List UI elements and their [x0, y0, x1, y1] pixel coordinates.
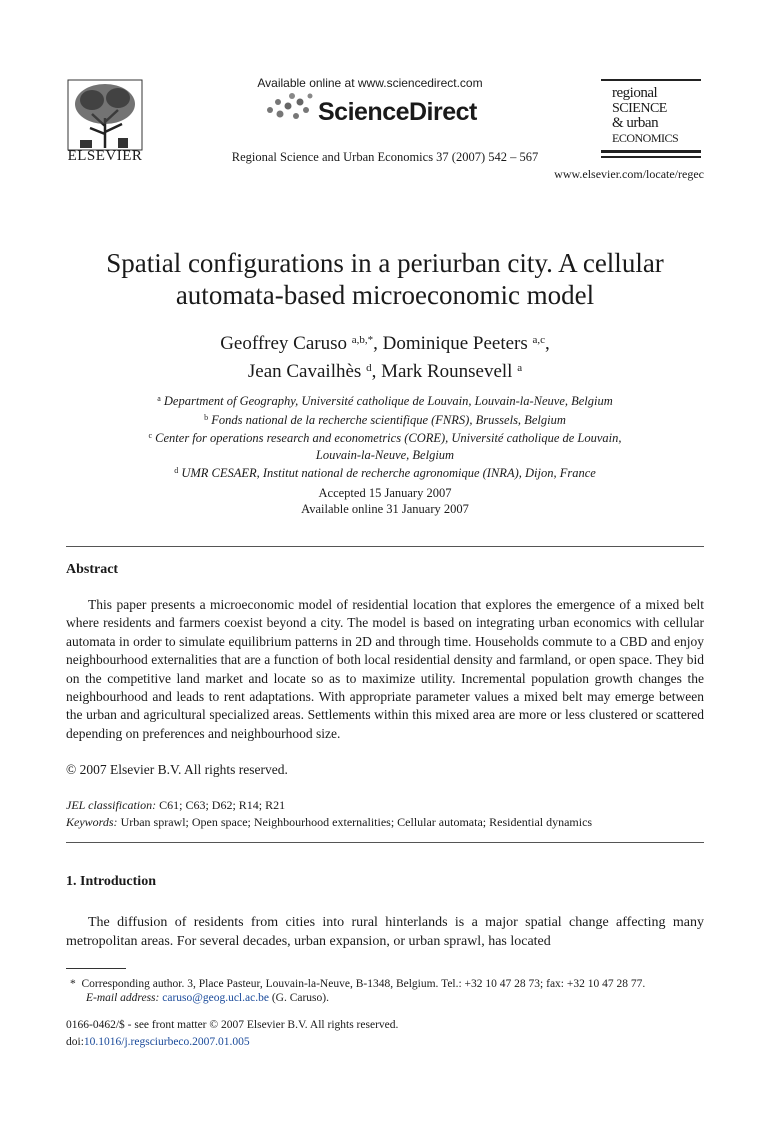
footnote-email — [86, 992, 329, 1004]
accepted-date: Accepted 15 January 2007 — [318, 486, 452, 500]
paper-title — [60, 247, 710, 311]
issn-line: 0166-0462/$ - see front matter © 2007 Elsevier B.V. All rights reserved. — [66, 1019, 399, 1031]
author-name: Geoffrey Caruso — [220, 333, 348, 354]
affiliation-text: Department of Geography, Université catholique de Louvain, Louvain-la-Neuve, Belgium — [163, 394, 613, 408]
journal-logo-rule-bottom — [601, 150, 701, 153]
publisher-name: ELSEVIER — [67, 148, 143, 164]
author-affil-marker: a — [517, 362, 523, 374]
affiliation-item — [60, 391, 710, 410]
abstract-heading: Abstract — [66, 562, 119, 577]
author-list — [60, 328, 710, 384]
jel-value: C61; C63; D62; R14; R21 — [159, 798, 286, 812]
affiliation-item — [60, 447, 710, 464]
author-name: Mark Rounsevell — [381, 361, 513, 382]
author-affil-marker: a,c — [532, 334, 546, 346]
keywords — [66, 815, 592, 830]
divider-top — [66, 546, 704, 547]
journal-url[interactable]: www.elsevier.com/locate/regec — [554, 167, 704, 181]
doi-link[interactable]: 10.1016/j.regsciurbeco.2007.01.005 — [83, 1036, 250, 1048]
affiliation-list — [60, 391, 710, 482]
article-dates — [60, 485, 710, 517]
footnote-corresponding — [70, 976, 706, 992]
email-label: E-mail address: — [86, 992, 160, 1004]
divider-bottom — [66, 842, 704, 843]
journal-logo-rule-bottom-thin — [601, 156, 701, 158]
abstract-copyright: © 2007 Elsevier B.V. All rights reserved. — [66, 762, 288, 777]
author-affil-marker: d — [366, 362, 372, 374]
paper-title-line2: automata-based microeconomic model — [175, 280, 595, 310]
affiliation-item — [60, 428, 710, 447]
author-separator: , — [373, 333, 383, 354]
affiliation-item — [60, 410, 710, 429]
footnote-corresponding-text: Corresponding author. 3, Place Pasteur, Louvain-la-Neuve, B-1348, Belgium. Tel.: +32 10 47 28 73; fax: +32 10 47 28 77. — [81, 978, 646, 990]
available-online-text[interactable]: Available online at www.sciencedirect.com — [257, 76, 483, 90]
affiliation-marker: a — [157, 394, 161, 403]
jel-label: JEL classification: — [66, 798, 157, 812]
author-name: Dominique Peeters — [382, 333, 528, 354]
sciencedirect-wordmark: ScienceDirect — [318, 98, 477, 126]
keywords-value: Urban sprawl; Open space; Neighbourhood externalities; Cellular automata; Residential dynamics — [120, 815, 593, 829]
introduction-text: The diffusion of residents from cities into rural hinterlands is a major spatial change affecting many metropolitan areas. For several decades, urban expansion, or urban sprawl, has located — [66, 915, 704, 949]
journal-logo-line1: regional — [612, 85, 658, 101]
journal-logo-line2: SCIENCE — [612, 101, 667, 116]
affiliation-marker: c — [148, 431, 153, 440]
online-date: Available online 31 January 2007 — [301, 502, 469, 516]
section-heading-introduction: 1. Introduction — [66, 874, 156, 889]
affiliation-item — [60, 463, 710, 482]
footnote-rule — [66, 968, 126, 969]
doi-line — [66, 1036, 250, 1048]
journal-logo-rule-top — [601, 79, 701, 81]
journal-reference: Regional Science and Urban Economics 37 (2007) 542 – 567 — [231, 150, 539, 164]
email-link[interactable]: caruso@geog.ucl.ac.be — [162, 992, 269, 1004]
affiliation-text: Center for operations research and econometrics (CORE), Université catholique de Louvain, — [155, 431, 622, 445]
author-separator: , — [371, 361, 382, 382]
paper-title-line1: Spatial configurations in a periurban city. A cellular — [106, 248, 664, 278]
affiliation-marker: b — [204, 412, 209, 422]
jel-classification — [66, 798, 285, 813]
affiliation-text: Louvain-la-Neuve, Belgium — [315, 447, 455, 462]
affiliation-text: Fonds national de la recherche scientifique (FNRS), Brussels, Belgium — [211, 412, 566, 427]
abstract-text: This paper presents a microeconomic model of residential location that explores the emergence of a mixed belt where residents and farmers coexist beyond a city. The model is based on integrating urban economics with cellular automata in order to simulate equilibrium patterns in 2D and through time. Households commute to a CBD and enjoy neighbourhood externalities that are a function of both local residential density and farmland, or open space. They bid on the competitive land market and locate so as to maximize utility. Incremental population growth changes the neighbourhood and leads to rent adaptations. With appropriate parameter values a mixed belt may emerge between the urban and agricultural specialized areas. Settlements within this mixed area are more or less clustered or scattered depending on preferences and neighbourhood size. — [66, 597, 704, 741]
journal-logo-line3: & urban — [612, 115, 659, 131]
keywords-label: Keywords: — [66, 815, 118, 829]
journal-logo-line4: ECONOMICS — [612, 131, 679, 145]
author-name: Jean Cavailhès — [247, 361, 362, 382]
footnote-marker: * — [70, 978, 76, 990]
affiliation-marker: d — [174, 466, 179, 475]
doi-prefix: doi: — [66, 1036, 84, 1048]
affiliation-text: UMR CESAER, Institut national de recherche agronomique (INRA), Dijon, France — [181, 466, 596, 480]
author-separator: , — [545, 333, 550, 354]
email-suffix: (G. Caruso). — [271, 992, 329, 1004]
author-affil-marker: a,b,* — [351, 334, 374, 346]
